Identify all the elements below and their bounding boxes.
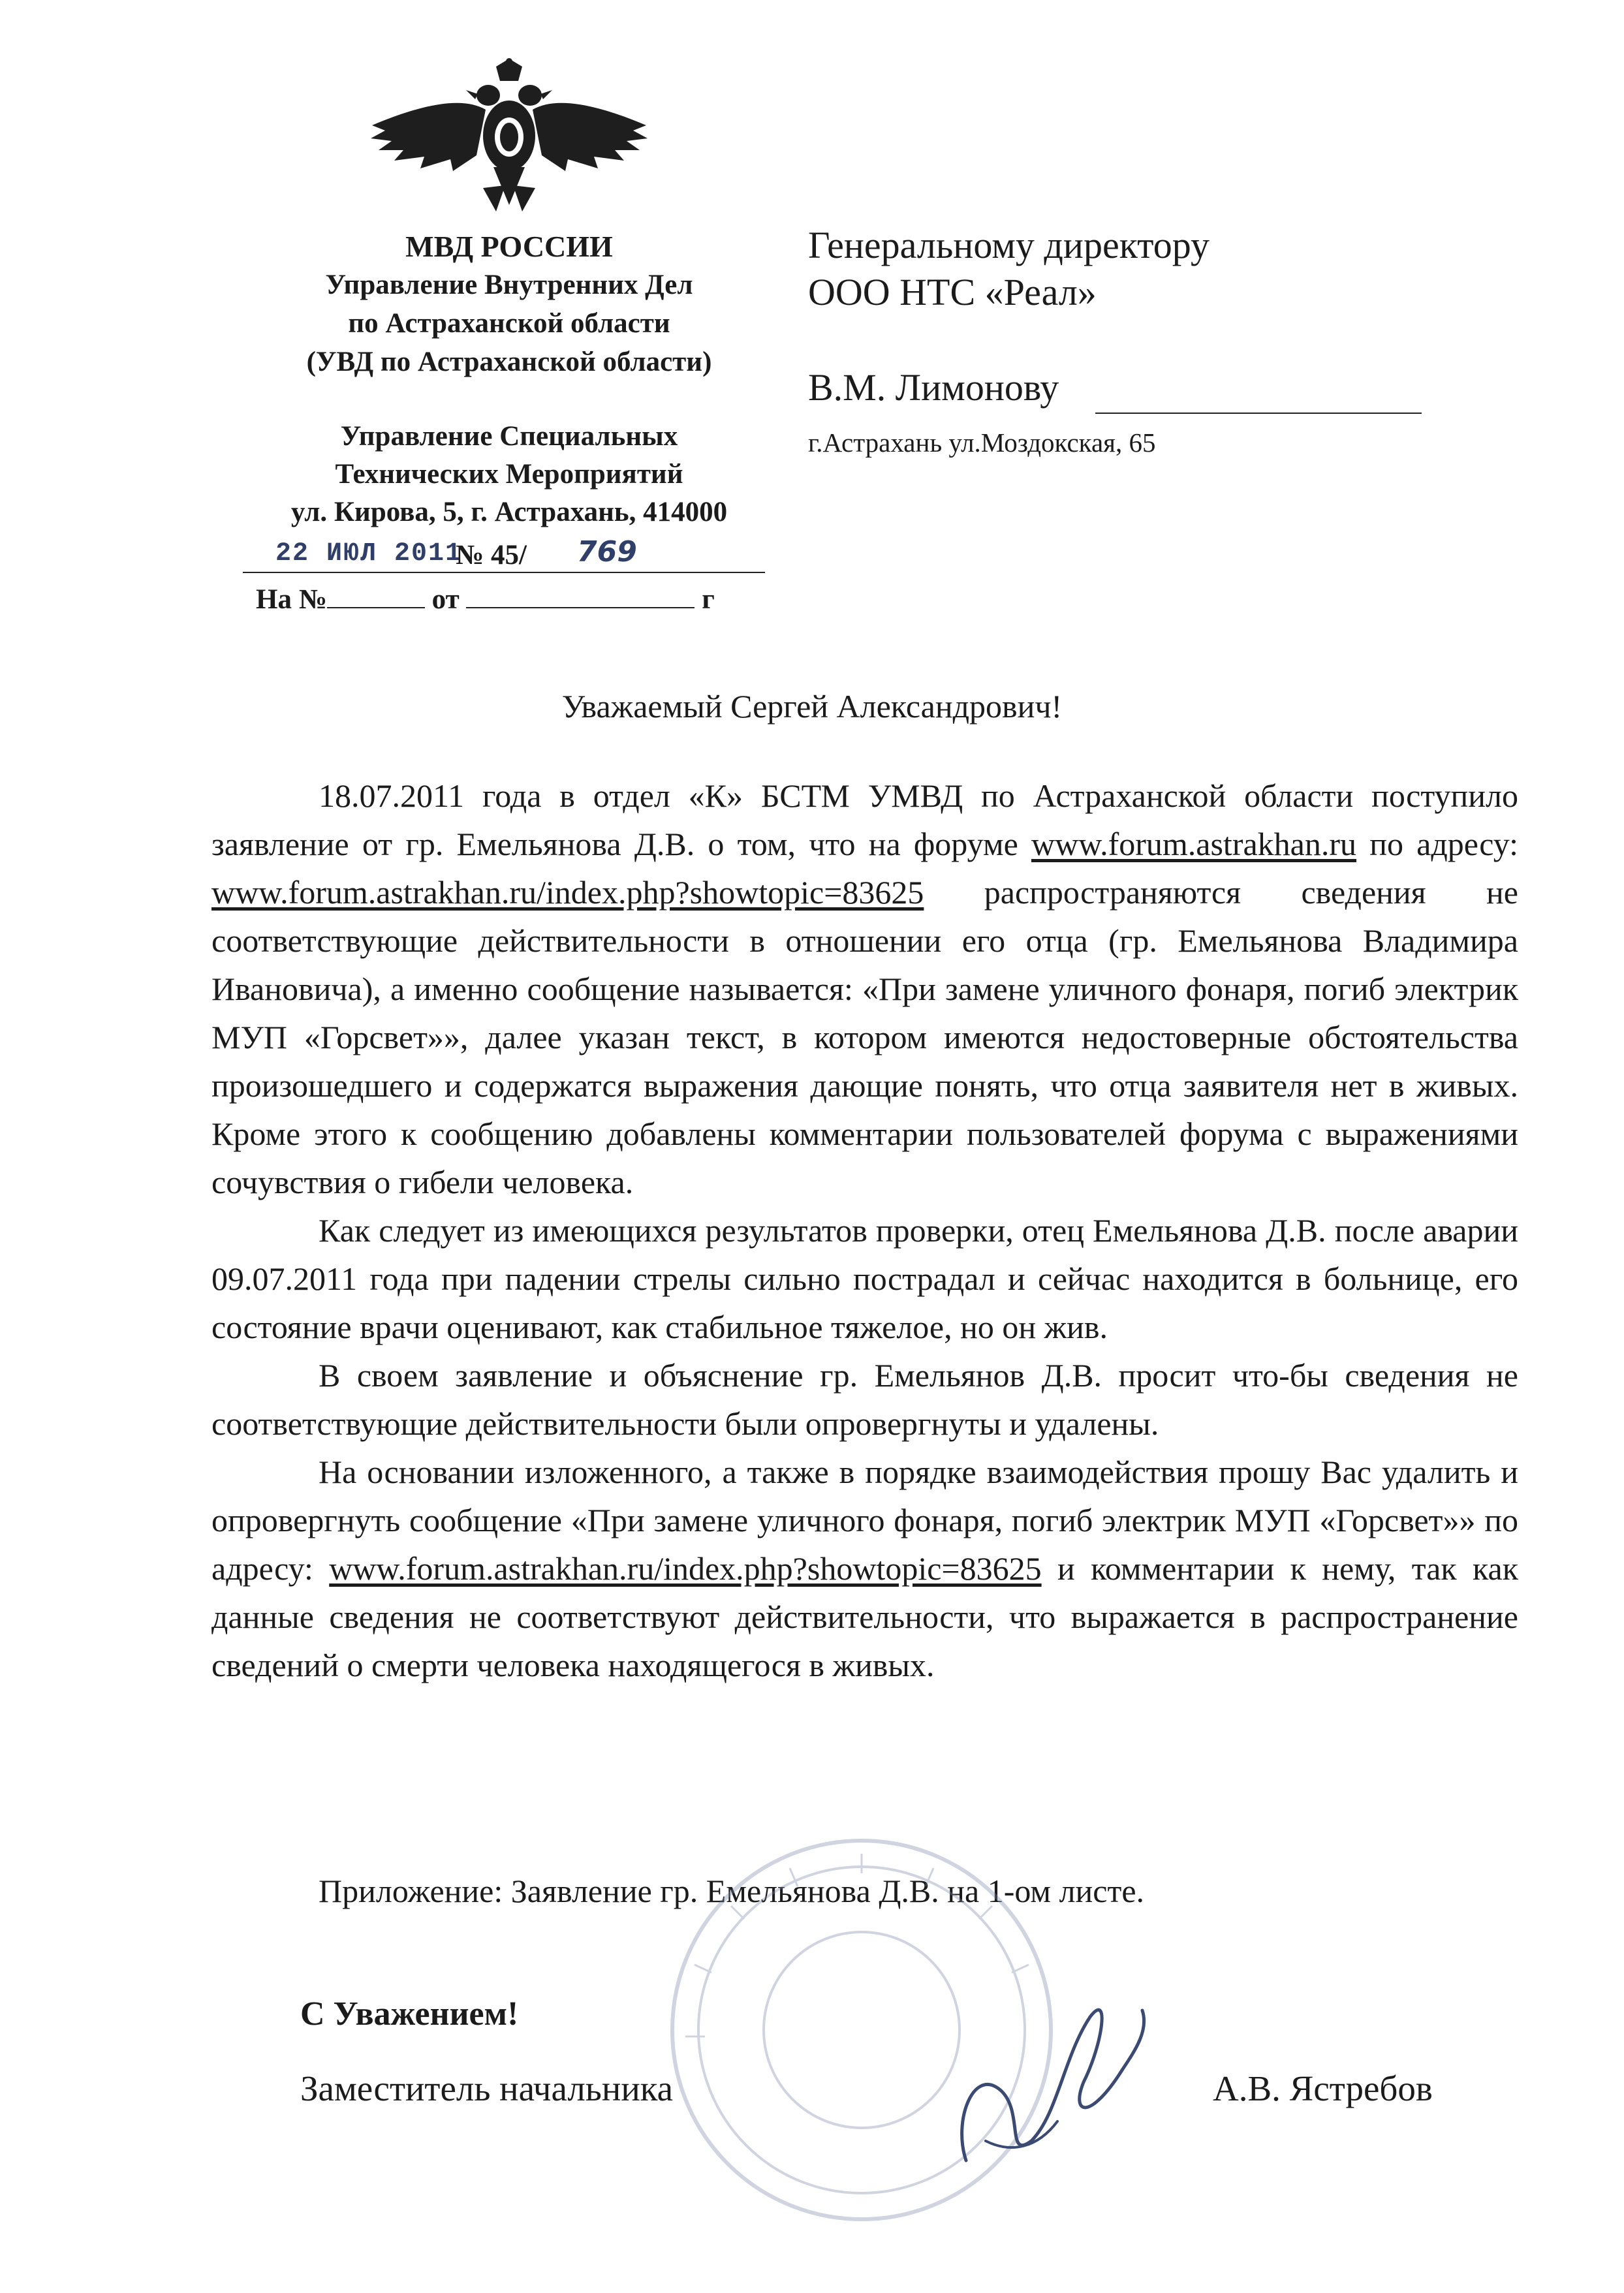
sender-organisation bbox=[222, 227, 796, 381]
dept-line: ул. Кирова, 5, г. Астрахань, 414000 bbox=[290, 497, 728, 527]
salutation: Уважаемый Сергей Александрович! bbox=[561, 688, 1063, 725]
org-line: по Астраханской области bbox=[348, 308, 670, 339]
handwritten-signature bbox=[927, 1991, 1162, 2187]
paragraph-1 bbox=[211, 772, 1518, 1206]
sender-department bbox=[222, 418, 796, 531]
org-line: (УВД по Астраханской области) bbox=[306, 347, 712, 377]
ref-year-suffix: г bbox=[702, 584, 715, 615]
registration-number-label: № 45/ bbox=[456, 540, 527, 570]
registration-rule bbox=[243, 572, 765, 573]
addressee-line: ООО НТС «Реал» bbox=[808, 271, 1097, 313]
addressee-block bbox=[808, 222, 1493, 458]
signer-position: Заместитель начальника bbox=[300, 2068, 674, 2108]
ref-date-blank bbox=[466, 578, 695, 608]
signer-name: А.В. Ястребов bbox=[1213, 2068, 1433, 2108]
p1-text-a: 18.07.2011 года в отдел «К» БСТМ УМВД по Астраханской области поступило заявление от гр. Емельянова Д.В. о том, что на форуме bbox=[211, 777, 1518, 862]
p1-text-c: распространяются сведения не соответствующие действительности в отношении его отца (гр. Емельянова Владимира Ивановича), а именно сообщение называется: «При замене уличного фонаря, погиб электрик МУП «Горсвет»», далее указан текст, в котором имеются недостоверные обстоятельства произошедшего и содержатся выражения дающие понять, что отца заявителя нет в живых. Кроме этого к сообщению добавлены комментарии пользователей форума с выражениями сочувствия о гибели человека. bbox=[211, 874, 1518, 1200]
addressee-line: Генеральному директору bbox=[808, 224, 1210, 266]
registration-number-handwritten: 769 bbox=[577, 535, 637, 569]
p1-text-b: по адресу: bbox=[1369, 826, 1518, 862]
reference-line bbox=[256, 578, 715, 617]
closing-phrase: С Уважением! bbox=[300, 1995, 519, 2033]
registration-line bbox=[243, 537, 765, 576]
topic-link[interactable]: www.forum.astrakhan.ru/index.php?showtopic=83625 bbox=[211, 874, 924, 911]
addressee-name: В.М. Лимонову bbox=[808, 366, 1059, 409]
org-line: МВД РОССИИ bbox=[405, 230, 613, 263]
topic-link[interactable]: www.forum.astrakhan.ru/index.php?showtopic=83625 bbox=[329, 1550, 1042, 1587]
ref-number-blank bbox=[327, 578, 425, 608]
paragraph-2: Как следует из имеющихся результатов проверки, отец Емельянова Д.В. после аварии 09.07.2011 года при падении стрелы сильно пострадал и сейчас находится в больнице, его состояние врачи оценивают, как стабильное тяжелое, но он жив. bbox=[211, 1212, 1518, 1345]
org-line: Управление Внутренних Дел bbox=[325, 270, 693, 300]
dept-line: Управление Специальных bbox=[340, 421, 678, 452]
addressee-rule bbox=[1095, 413, 1422, 414]
addressee-street: г.Астрахань ул.Моздокская, 65 bbox=[808, 428, 1156, 458]
dept-line: Технических Мероприятий bbox=[335, 459, 683, 490]
registration-date-stamp: 22 ИЮЛ 2011 bbox=[275, 539, 463, 569]
letter-body bbox=[211, 772, 1518, 1689]
paragraph-3: В своем заявление и объяснение гр. Емельянов Д.В. просит что-бы сведения не соответствующие действительности были опровергнуты и удалены. bbox=[211, 1357, 1518, 1442]
forum-link[interactable]: www.forum.astrakhan.ru bbox=[1031, 826, 1356, 862]
ref-label: На № bbox=[256, 584, 327, 615]
double-headed-eagle-emblem-icon bbox=[366, 57, 653, 214]
p4-text-a: На основании изложенного, а также в порядке взаимодействия прошу Вас удалить и опровергнуть сообщение «При замене уличного фонаря, погиб электрик МУП «Горсвет»» по адресу: bbox=[211, 1454, 1518, 1587]
ref-from-label: от bbox=[431, 584, 460, 615]
attachment-note: Приложение: Заявление гр. Емельянова Д.В. на 1-ом листе. bbox=[319, 1873, 1145, 1909]
paragraph-4 bbox=[211, 1448, 1518, 1689]
p4-text-b: и комментарии к нему, так как данные сведения не соответствуют действительности, что выражается в распространение сведений о смерти человека находящегося в живых. bbox=[211, 1550, 1519, 1683]
